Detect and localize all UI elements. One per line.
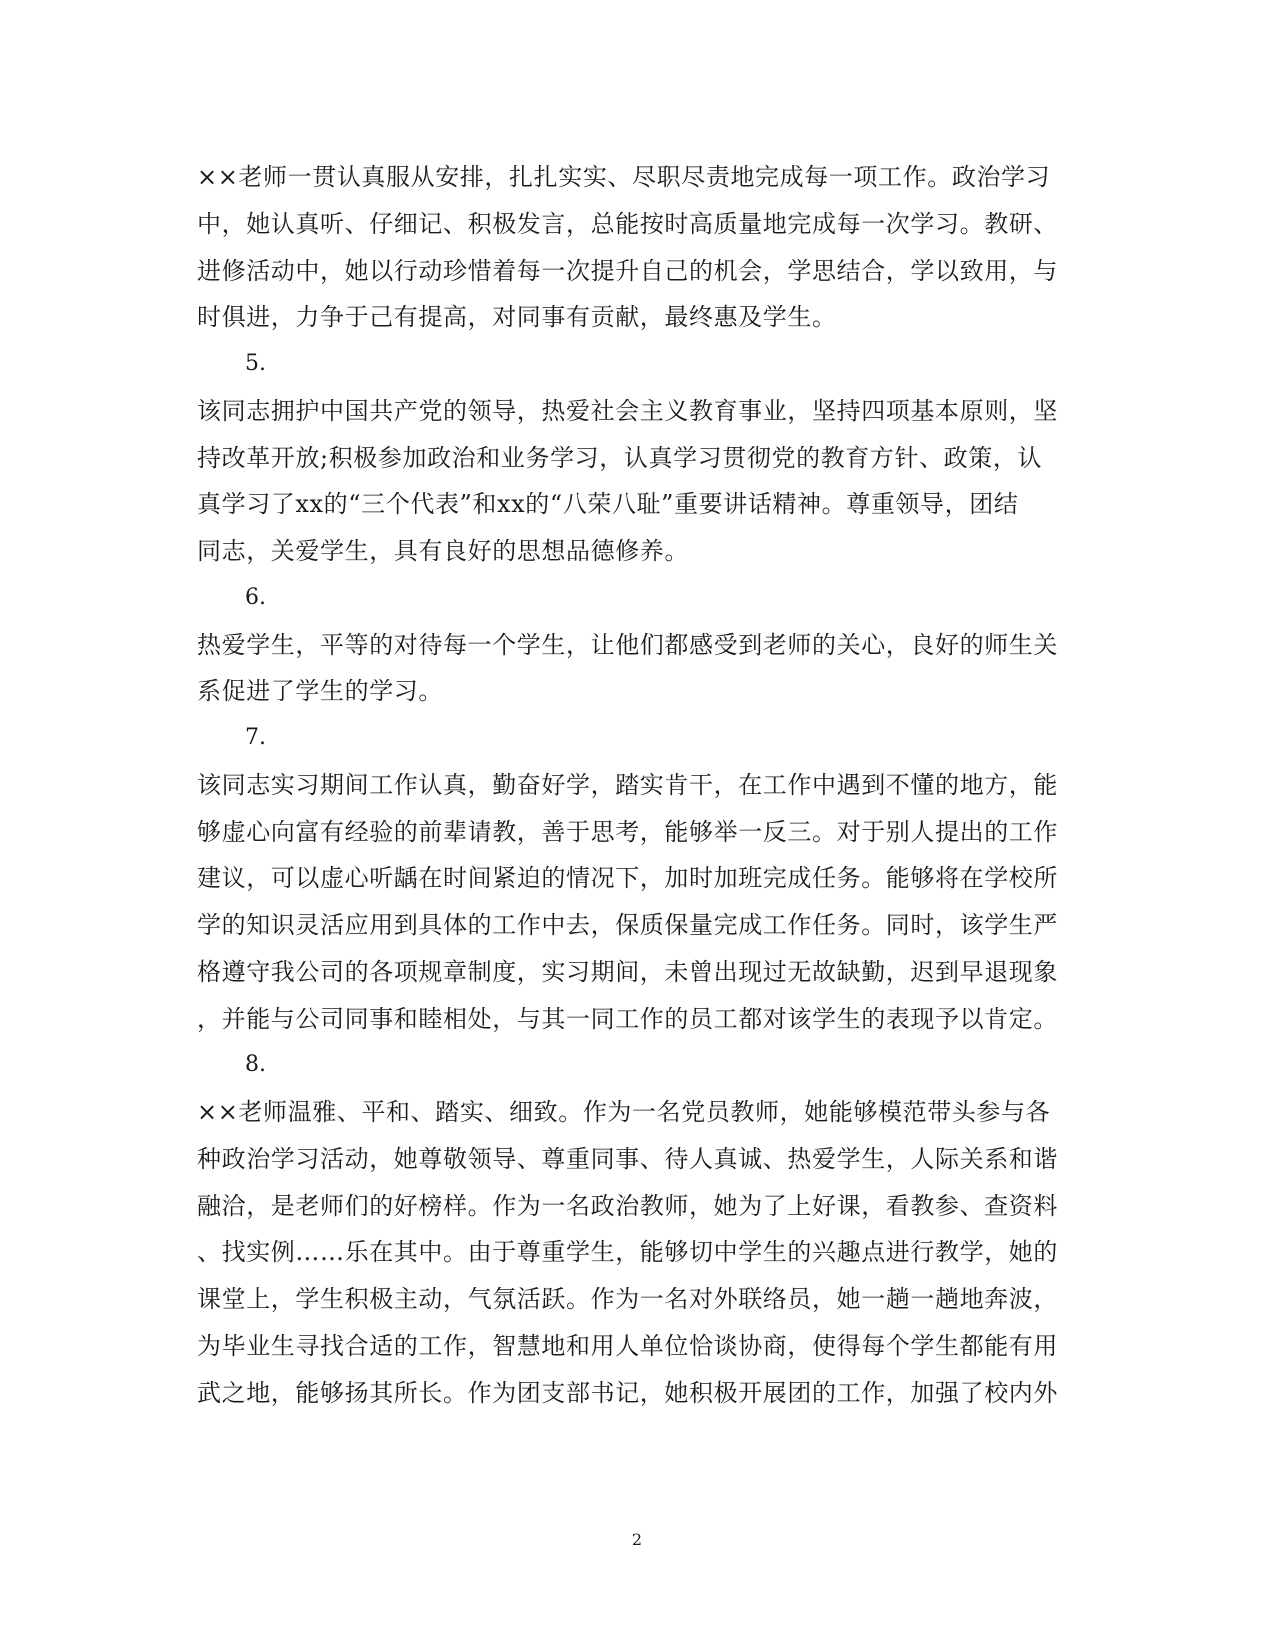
paragraph-line: 同志，关爱学生，具有良好的思想品德修养。 bbox=[197, 537, 689, 565]
item-number: 7. bbox=[245, 725, 266, 750]
page-number: 2 bbox=[631, 1530, 643, 1549]
paragraph-line: 学的知识灵活应用到具体的工作中去，保质保量完成工作任务。同时，该学生严 bbox=[197, 911, 1058, 939]
paragraph-line: 课堂上，学生积极主动，气氛活跃。作为一名对外联络员，她一趟一趟地奔波， bbox=[197, 1285, 1058, 1313]
paragraph-line: 融洽，是老师们的好榜样。作为一名政治教师，她为了上好课，看教参、查资料 bbox=[197, 1191, 1058, 1220]
paragraph-line: 够虚心向富有经验的前辈请教，善于思考，能够举一反三。对于别人提出的工作 bbox=[197, 817, 1058, 846]
paragraph-line: ××老师温雅、平和、踏实、细致。作为一名党员教师，她能够模范带头参与各 bbox=[197, 1098, 1051, 1126]
paragraph-line: 建议，可以虚心听龋在时间紧迫的情况下，加时加班完成任务。能够将在学校所 bbox=[197, 864, 1058, 893]
paragraph-line: 真学习了xx的“三个代表”和xx的“八荣八耻”重要讲话精神。尊重领导，团结 bbox=[197, 490, 1019, 519]
paragraph-line: 该同志实习期间工作认真，勤奋好学，踏实肯干，在工作中遇到不懂的地方，能 bbox=[197, 770, 1058, 799]
paragraph-line: ，并能与公司同事和睦相处，与其一同工作的员工都对该学生的表现予以肯定。 bbox=[197, 1004, 1058, 1033]
paragraph-line: 中，她认真听、仔细记、积极发言，总能按时高质量地完成每一次学习。教研、 bbox=[197, 209, 1058, 238]
paragraph-line: ××老师一贯认真服从安排，扎扎实实、尽职尽责地完成每一项工作。政治学习 bbox=[197, 163, 1051, 191]
paragraph-line: 格遵守我公司的各项规章制度，实习期间，未曾出现过无故缺勤，迟到早退现象 bbox=[197, 957, 1058, 986]
item-number: 6. bbox=[245, 584, 266, 610]
paragraph-line: 该同志拥护中国共产党的领导，热爱社会主义教育事业，坚持四项基本原则，坚 bbox=[197, 396, 1058, 425]
paragraph-line: 热爱学生，平等的对待每一个学生，让他们都感受到老师的关心，良好的师生关 bbox=[197, 630, 1058, 659]
paragraph-line: 持改革开放;积极参加政治和业务学习，认真学习贯彻党的教育方针、政策，认 bbox=[197, 443, 1043, 472]
paragraph-line: 种政治学习活动，她尊敬领导、尊重同事、待人真诚、热爱学生，人际关系和谐 bbox=[197, 1144, 1058, 1173]
paragraph-line: 进修活动中，她以行动珍惜着每一次提升自己的机会，学思结合，学以致用，与 bbox=[197, 256, 1058, 285]
paragraph-line: 武之地，能够扬其所长。作为团支部书记，她积极开展团的工作，加强了校内外 bbox=[197, 1378, 1058, 1407]
paragraph-line: 系促进了学生的学习。 bbox=[197, 677, 443, 706]
paragraph-line: 时俱进，力争于己有提高，对同事有贡献，最终惠及学生。 bbox=[197, 303, 837, 332]
paragraph-line: 、找实例……乐在其中。由于尊重学生，能够切中学生的兴趣点进行教学，她的 bbox=[197, 1238, 1058, 1267]
item-number: 8. bbox=[245, 1052, 266, 1078]
paragraph-line: 为毕业生寻找合适的工作，智慧地和用人单位恰谈协商，使得每个学生都能有用 bbox=[197, 1331, 1058, 1360]
item-number: 5. bbox=[245, 351, 266, 376]
